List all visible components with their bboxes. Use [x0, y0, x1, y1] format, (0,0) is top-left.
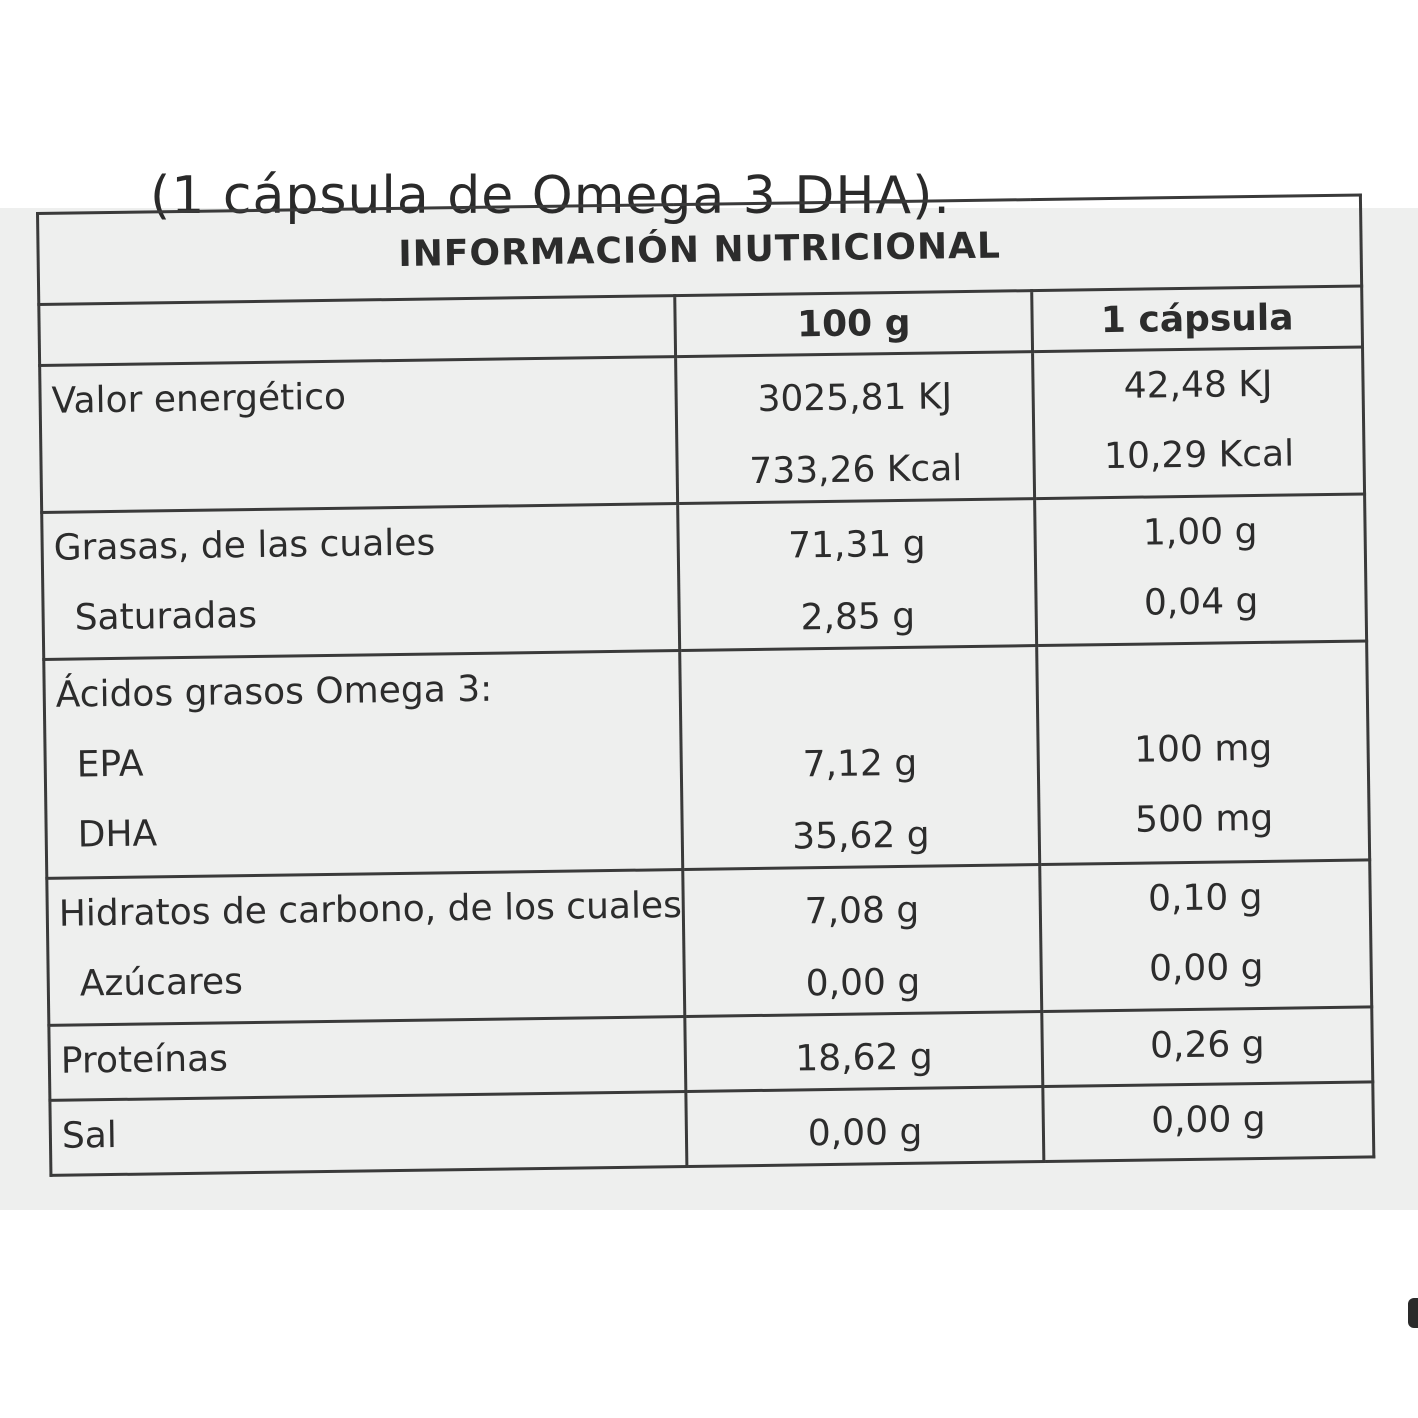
table-title: INFORMACIÓN NUTRICIONAL [38, 195, 1362, 304]
value-100g-cell [683, 865, 1042, 1017]
value-capsula: 1,00 g [1142, 510, 1258, 554]
row-label: Proteínas [60, 1038, 229, 1082]
value-100g-cell [680, 646, 1040, 870]
bottle-edge-shadow [1408, 1298, 1418, 1328]
table-row-hidratos [47, 860, 1372, 1025]
value-100g: 35,62 g [791, 814, 930, 858]
value-capsula: 0,10 g [1147, 876, 1263, 920]
row-sublabel: Azúcares [79, 961, 244, 1005]
value-capsula-cell [1037, 641, 1370, 865]
row-label: Valor energético [51, 376, 347, 422]
value-capsula: 100 mg [1133, 727, 1273, 771]
row-label-cell [49, 1017, 686, 1101]
row-label: Hidratos de carbono, de los cuales [58, 885, 683, 935]
value-100g: 733,26 Kcal [749, 448, 963, 493]
label-photo [0, 166, 1418, 1210]
value-capsula-cell [1042, 1007, 1373, 1087]
value-100g: 2,85 g [800, 595, 916, 639]
value-capsula-cell [1040, 860, 1372, 1012]
value-capsula [1038, 642, 1366, 717]
value-100g: 3025,81 KJ [757, 376, 953, 420]
value-100g: 0,00 g [805, 961, 921, 1005]
value-capsula-cell [1035, 494, 1367, 646]
value-100g [681, 647, 1036, 724]
row-label: Ácidos grasos Omega 3: [55, 668, 493, 716]
row-label: Sal [61, 1114, 118, 1157]
value-capsula: 42,48 KJ [1123, 363, 1273, 407]
row-label-cell [50, 1092, 687, 1176]
value-capsula: 0,00 g [1150, 1098, 1266, 1142]
row-sublabel: DHA [77, 813, 158, 856]
value-100g-cell [676, 352, 1035, 504]
value-100g-cell [686, 1087, 1044, 1167]
table-row-grasas [42, 494, 1367, 659]
value-100g: 71,31 g [787, 523, 926, 567]
value-capsula-cell [1043, 1082, 1374, 1162]
row-label [42, 428, 676, 507]
value-capsula: 0,04 g [1143, 580, 1259, 624]
value-100g: 7,08 g [804, 889, 920, 933]
row-sublabel: Saturadas [74, 594, 258, 639]
row-label-cell [40, 357, 678, 513]
value-capsula: 0,26 g [1149, 1023, 1265, 1067]
value-capsula: 0,00 g [1148, 946, 1264, 990]
value-100g: 0,00 g [807, 1111, 923, 1155]
column-header-100g: 100 g [675, 291, 1033, 357]
value-100g-cell [685, 1012, 1043, 1092]
row-sublabel: EPA [76, 743, 144, 786]
row-label: Grasas, de las cuales [53, 522, 436, 569]
cut-off-header-text: (1 cápsula de Omega 3 DHA). [150, 166, 951, 226]
value-capsula: 500 mg [1134, 797, 1274, 841]
row-label-cell [42, 504, 680, 660]
table-row-energia [40, 347, 1365, 512]
value-capsula-cell [1033, 347, 1365, 499]
column-header-capsula: 1 cápsula [1032, 286, 1363, 352]
value-capsula: 10,29 Kcal [1103, 433, 1295, 478]
table-row-omega3 [44, 641, 1370, 878]
header-empty-cell [39, 296, 676, 366]
row-label-cell [44, 651, 683, 879]
value-100g: 7,12 g [802, 742, 918, 786]
value-100g-cell [678, 499, 1037, 651]
value-100g: 18,62 g [795, 1036, 933, 1080]
nutrition-table [36, 193, 1375, 1176]
row-label-cell [47, 870, 685, 1026]
